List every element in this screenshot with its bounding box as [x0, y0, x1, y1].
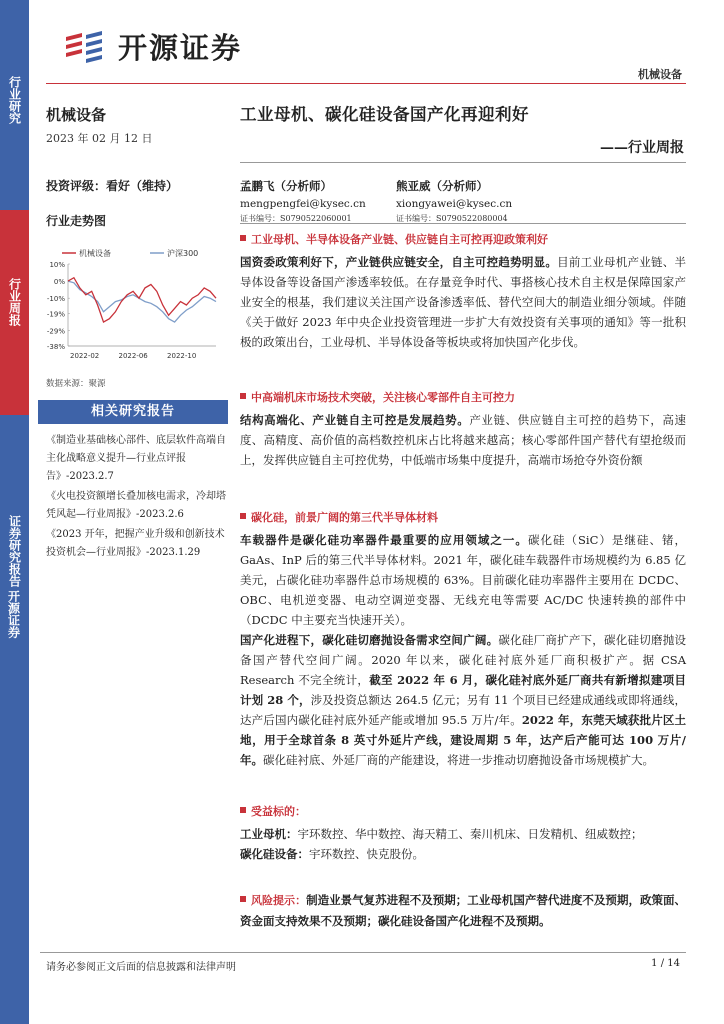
related-reports-title: 相关研究报告	[38, 400, 228, 424]
bullet-icon	[240, 896, 246, 902]
bullet-icon	[240, 513, 246, 519]
risk-body: 风险提示：制造业景气复苏进程不及预期；工业母机国产替代进度不及预期，政策面、资金面支持效果不及预期；碳化硅设备国产化进程不及预期。	[240, 893, 687, 928]
y-tick-label: -10%	[46, 295, 65, 304]
analyst-name: 孟鹏飞（分析师）	[240, 179, 332, 193]
brand-name: 开源证券	[118, 31, 243, 65]
section-policy	[240, 230, 686, 352]
header-category: 机械设备	[638, 68, 682, 81]
section-heading: 中高端机床市场技术突破，关注核心零部件自主可控力	[240, 388, 686, 408]
section-body: 车载器件是碳化硅功率器件最重要的应用领域之一。碳化硅（SiC）是继硅、锗，GaAs、InP 后的第三代半导体材料。2021 年，碳化硅车载器件市场规模约为 6.85 亿美元，占碳化硅功率器件总市场规模的 63%。目前碳化硅功率器件主要用在 DCDC、OBC、电机逆变器、电动空调逆变器、无线充电等需要 AC/DC 快速转换的部件中（DCDC 中主要充当快速开关）。	[240, 533, 687, 627]
section-machine-tools	[240, 388, 686, 470]
y-tick-label: -29%	[46, 327, 65, 336]
series-line-沪深300	[68, 281, 216, 322]
x-tick-label: 2022-10	[167, 352, 197, 360]
analyst-cert: 证书编号：S0790522060001	[240, 214, 352, 223]
bullet-icon	[240, 807, 246, 813]
section-sic	[240, 508, 686, 770]
y-tick-label: 0%	[53, 278, 65, 287]
related-reports-list	[46, 432, 226, 564]
analyst-card	[396, 178, 512, 224]
analyst-cert: 证书编号：S0790522080004	[396, 214, 508, 223]
trend-chart	[40, 240, 220, 370]
side-tab-label: 证券研究报告	[7, 515, 22, 587]
side-tab-label: 开源证券	[6, 590, 21, 638]
analyst-email[interactable]: mengpengfei@kysec.cn	[240, 198, 366, 210]
section-heading: 碳化硅，前景广阔的第三代半导体材料	[240, 508, 686, 528]
analyst-email[interactable]: xiongyawei@kysec.cn	[396, 198, 513, 210]
section-heading: 受益标的：	[240, 802, 686, 822]
data-source: 数据来源：聚源	[46, 379, 106, 389]
legend-label: 机械设备	[79, 249, 111, 258]
side-tab-industry-research	[0, 0, 29, 210]
sector-label: 机械设备	[46, 106, 107, 124]
title-divider	[240, 162, 686, 163]
footer-divider	[40, 952, 686, 953]
section-body: 国产化进程下，碳化硅切磨抛设备需求空间广阔。碳化硅厂商扩产下，碳化硅切磨抛设备国产替代空间广阔。2020 年以来，碳化硅衬底外延厂商积极扩产。据 CSA Research 不完全统计，截至 2022 年 6 月，碳化硅衬底外延厂商共有新增拟建项目计划 28 个，涉及投资总额达 264.5 亿元；另有 11 个项目已经建成通线或即将通线，达产后国内碳化硅衬底外延产能或增加 95.5 万片/年。2022 年，东莞天域获批片区土地，用于全球首条 8 英寸外延片产线，建设周期 5 年，达产后产能可达 100 万片/年。碳化硅衬底、外延厂商的产能建设，将进一步推动切磨抛设备市场规模扩大。	[240, 633, 687, 767]
x-tick-label: 2022-02	[70, 352, 100, 360]
y-tick-label: -38%	[46, 343, 65, 351]
x-tick-label: 2022-06	[118, 352, 148, 360]
section-heading: 工业母机、半导体设备产业链、供应链自主可控再迎政策利好	[240, 230, 686, 250]
section-beneficiaries	[240, 802, 686, 864]
bullet-icon	[240, 393, 246, 399]
related-report-item[interactable]: 《2023 开年，把握产业升级和创新技术投资机会—行业周报》-2023.1.29	[46, 529, 225, 558]
related-report-item[interactable]: 《火电投资额增长叠加核电需求，冷却塔凭风起—行业周报》-2023.2.6	[46, 491, 226, 520]
report-title: 工业母机、碳化硅设备国产化再迎利好	[240, 105, 529, 124]
side-tab-label: 行业周报	[7, 278, 22, 326]
section-risk	[240, 890, 686, 931]
side-tab-label: 行业研究	[7, 76, 22, 124]
analyst-card	[240, 178, 366, 224]
trend-chart-title: 行业走势图	[46, 214, 107, 228]
beneficiary-row: 碳化硅设备：宇环数控、快克股份。	[240, 847, 424, 861]
section-body: 结构高端化、产业链自主可控是发展趋势。产业链、供应链自主可控的趋势下，高速度、高精度、高价值的高档数控机床占比将越来越高；核心零部件国产替代有望抢级而上，发挥供应链自主可控优势，中低端市场集中度提升，高端市场抢夺外资份额	[240, 413, 687, 467]
report-date: 2023 年 02 月 12 日	[46, 132, 153, 145]
logo-icon	[62, 29, 114, 65]
report-subtitle: ——行业周报	[600, 140, 684, 156]
bullet-icon	[240, 235, 246, 241]
header-divider	[46, 83, 686, 84]
analyst-name: 熊亚威（分析师）	[396, 179, 488, 193]
side-tab-weekly	[0, 210, 29, 415]
page-number: 1 / 14	[651, 958, 680, 969]
legend-label: 沪深300	[167, 249, 199, 258]
y-tick-label: 10%	[49, 261, 65, 269]
y-tick-label: -19%	[46, 310, 65, 319]
section-body: 国资委政策利好下，产业链供应链安全，自主可控趋势明显。目前工业母机产业链、半导体设备等设备国产渗透率较低。在存量竞争时代、事搭核心技术自主权是保障国家产业安全的根基，我们建议关注国产设备渗透率低、替代空间大的制造业细分领域。伴随《关于做好 2023 年中央企业投资管理进一步扩大有效投资有关事项的通知》等一批积极的政策出台，工业母机、半导体设备等板块或将加快国产化步伐。	[240, 255, 687, 349]
side-tab-brand	[0, 415, 29, 1024]
analyst-divider	[240, 223, 686, 224]
brand-logo	[62, 26, 242, 67]
related-report-item[interactable]: 《制造业基础核心部件、底层软件高端自主化战略意义提升—行业点评报告》-2023.2.7	[46, 435, 226, 482]
investment-rating: 投资评级：看好（维持）	[46, 179, 179, 193]
beneficiary-row: 工业母机：宇环数控、华中数控、海天精工、秦川机床、日发精机、纽威数控；	[240, 827, 643, 841]
footer-disclaimer: 请务必参阅正文后面的信息披露和法律声明	[46, 962, 236, 973]
